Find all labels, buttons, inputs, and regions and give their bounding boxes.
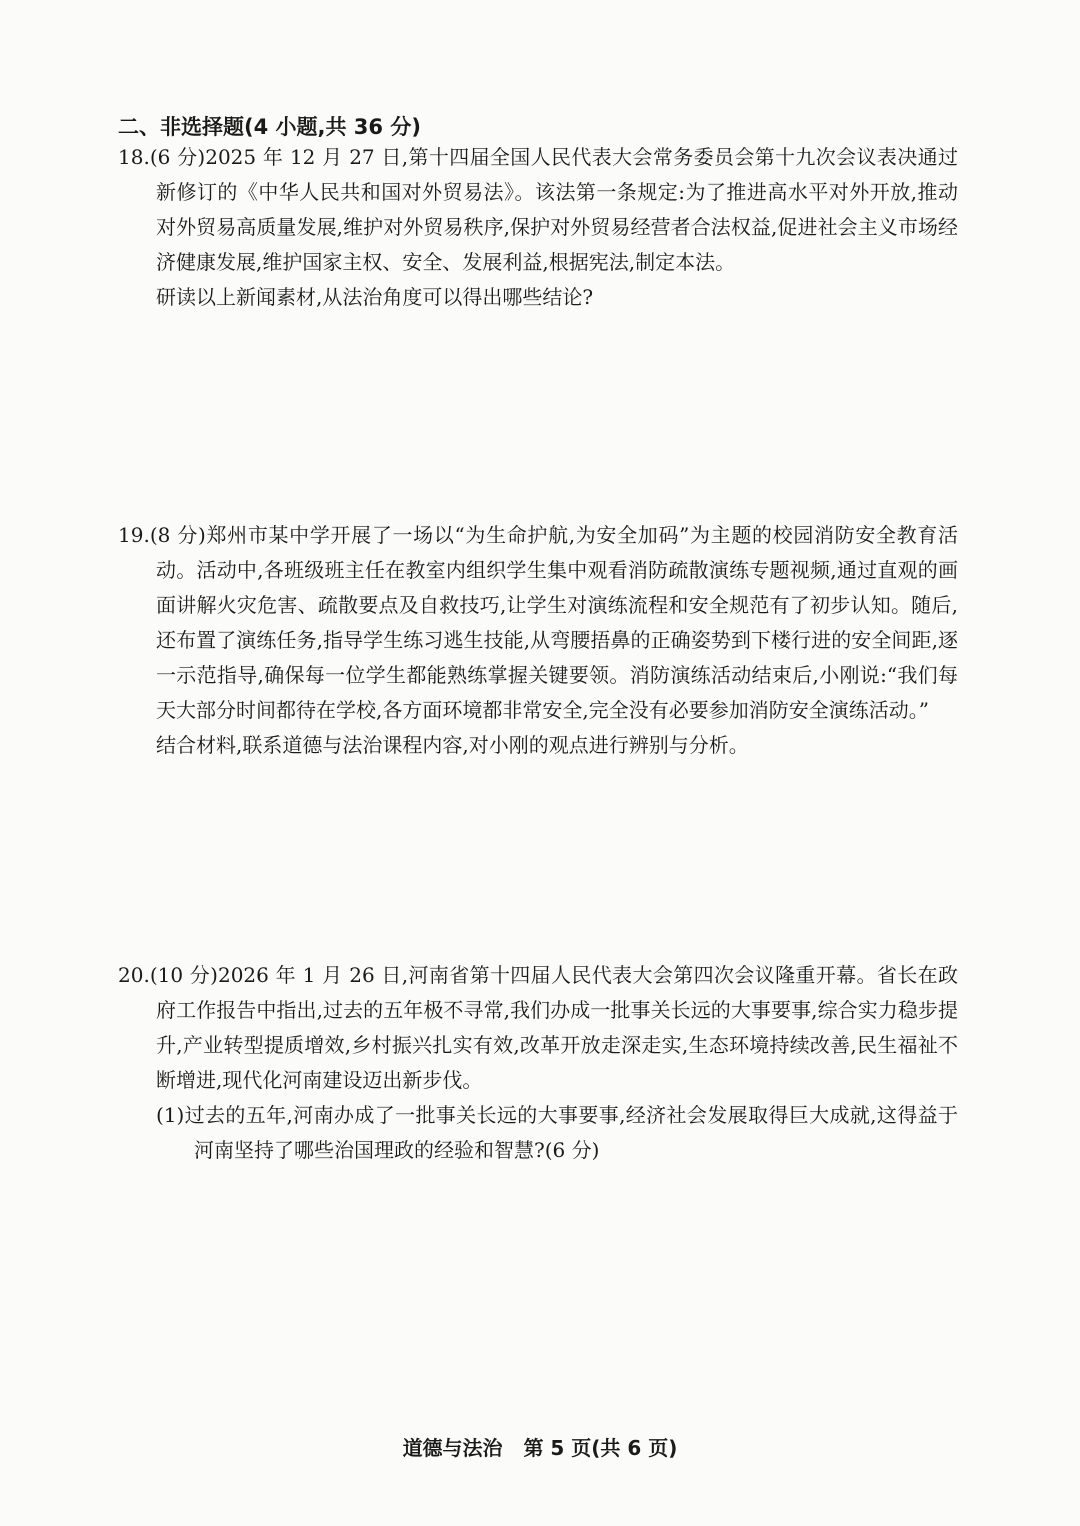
question-18 (118, 140, 958, 315)
question-text: 2026 年 1 月 26 日,河南省第十四届人民代表大会第四次会议隆重开幕。省长在政府工作报告中指出,过去的五年极不寻常,我们办成一批事关长远的大事要事,综合实力稳步提升,产业转型提质增效,乡村振兴扎实有效,改革开放走深走实,生态环境持续改善,民生福祉不断增进,现代化河南建设迈出新步伐。 (156, 963, 958, 1092)
footer-subject: 道德与法治 (402, 1436, 503, 1460)
question-19 (118, 518, 958, 763)
question-18-prompt: 研读以上新闻素材,从法治角度可以得出哪些结论? (156, 285, 594, 309)
question-18-body (118, 140, 958, 280)
question-20-subquestion-1 (118, 1098, 958, 1168)
question-number: 19. (118, 523, 150, 547)
question-number: 18. (118, 145, 150, 169)
question-text: 郑州市某中学开展了一场以“为生命护航,为安全加码”为主题的校园消防安全教育活动。活动中,各班级班主任在教室内组织学生集中观看消防疏散演练专题视频,通过直观的画面讲解火灾危害、疏散要点及自救技巧,让学生对演练流程和安全规范有了初步认知。随后,还布置了演练任务,指导学生练习逃生技能,从弯腰捂鼻的正确姿势到下楼行进的安全间距,逐一示范指导,确保每一位学生都能熟练掌握关键要领。消防演练活动结束后,小刚说:“我们每天大部分时间都待在学校,各方面环境都非常安全,完全没有必要参加消防安全演练活动。” (156, 523, 959, 722)
question-points: (8 分) (149, 523, 206, 547)
question-points: (6 分) (149, 145, 206, 169)
footer-page-number: 第 5 页(共 6 页) (523, 1436, 678, 1460)
subquestion-label: (1) (156, 1103, 185, 1127)
question-text: 2025 年 12 月 27 日,第十四届全国人民代表大会常务委员会第十九次会议表决通过新修订的《中华人民共和国对外贸易法》。该法第一条规定:为了推进高水平对外开放,推动对外贸易高质量发展,维护对外贸易秩序,保护对外贸易经营者合法权益,促进社会主义市场经济健康发展,维护国家主权、安全、发展利益,根据宪法,制定本法。 (156, 145, 958, 274)
question-20 (118, 958, 958, 1168)
question-20-body (118, 958, 958, 1098)
question-points: (10 分) (149, 963, 218, 987)
subquestion-text: 过去的五年,河南办成了一批事关长远的大事要事,经济社会发展取得巨大成就,这得益于河南坚持了哪些治国理政的经验和智慧?(6 分) (184, 1103, 958, 1162)
question-19-body (118, 518, 958, 728)
question-number: 20. (118, 963, 150, 987)
section-title: 二、非选择题(4 小题,共 36 分) (118, 115, 421, 139)
question-19-prompt: 结合材料,联系道德与法治课程内容,对小刚的观点进行辨别与分析。 (156, 733, 749, 757)
page-footer (0, 1432, 1080, 1461)
